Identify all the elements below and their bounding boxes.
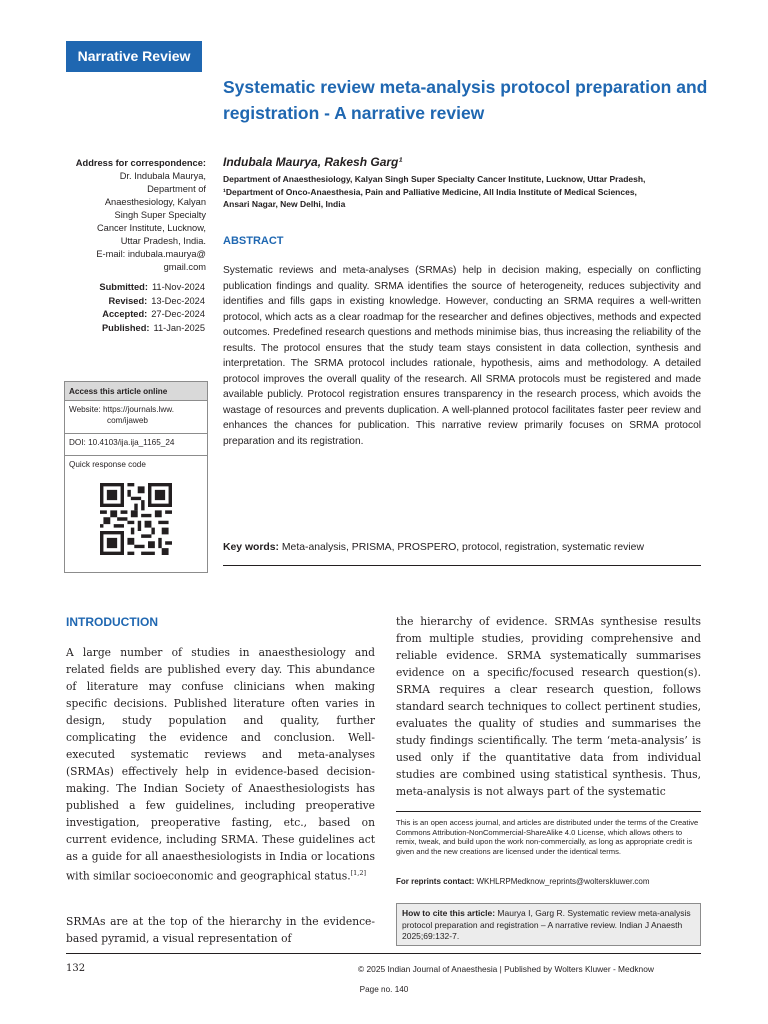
date-label: Revised: [108,295,148,306]
keywords [223,542,701,553]
website-label: Website: [69,405,101,414]
affiliation-line: ¹Department of Onco-Anaesthesia, Pain and Palliative Medicine, All India Institute of Medical Sciences, [223,186,637,197]
footnote-divider [396,811,701,812]
cite-box [396,903,701,946]
dates-block [66,281,205,335]
correspondence-line: Anaesthesiology, Kalyan [104,197,206,207]
access-heading: Access this article online [65,382,207,401]
correspondence-heading: Address for correspondence: [75,158,206,168]
reprints-label: For reprints contact: [396,877,475,886]
date-value: 13-Dec-2024 [151,295,205,306]
keywords-label: Key words: [223,542,280,553]
date-label: Accepted: [102,309,148,319]
website-link[interactable]: https://journals.lww. [102,405,174,414]
keywords-divider [223,565,701,566]
date-value: 11-Nov-2024 [151,282,205,292]
cite-text: Maurya I, Garg R. Systematic review meta-analysis protocol preparation and registration – A narrative review. Indian J Anaesth 2025;69:132-7. [402,908,691,941]
qr-label: Quick response code [69,460,146,469]
date-value: 11-Jan-2025 [153,322,205,333]
correspondence-line: Singh Super Specialty [114,210,206,220]
intro-paragraph-text: A large number of studies in anaesthesiology and related fields are published every day. This abundance of literature may confuse clinicians when making specific decisions. Published literature often varies in design, study population and quality, further complicating the evidence and conclusion. Well-executed systematic reviews and meta-analyses (SRMAs) effectively help in evidence-based decision-making. The Indian Society of Anaesthesiologists has published a few guidelines, including preoperative investigation, preoperative fasting, etc., based on current evidence, including SRMA. These guidelines act as a guide for all anaesthesiologists in India or locations with similar socioeconomic and geographical status. [66,646,375,883]
affiliation-line: Department of Anaesthesiology, Kalyan Singh Super Specialty Cancer Institute, Lucknow, Uttar Pradesh, [223,174,646,184]
correspondence-block [66,157,206,274]
correspondence-line: Uttar Pradesh, India. [120,236,206,246]
keywords-list: Meta-analysis, PRISMA, PROSPERO, protocol, registration, systematic review [281,542,644,553]
date-value: 27-Dec-2024 [151,309,205,319]
footer-copyright: © 2025 Indian Journal of Anaesthesia | Published by Wolters Kluwer - Medknow [358,964,654,974]
correspondence-email: E-mail: indubala.maurya@ [96,249,206,259]
correspondence-line: Dr. Indubala Maurya, [119,171,206,181]
date-row [66,281,205,295]
date-row [66,322,205,336]
cite-label: How to cite this article: [402,908,496,918]
page-number: 132 [66,963,86,974]
affiliation-line: Ansari Nagar, New Delhi, India [223,199,346,209]
website-cell [65,401,207,434]
date-row [66,295,205,309]
access-online-box [64,381,208,573]
intro-paragraph: SRMAs are at the top of the hierarchy in the evidence-based pyramid, a visual representation of [66,915,375,945]
correspondence-email: gmail.com [163,262,206,272]
reprints-email[interactable]: WKHLRPMedknow_reprints@wolterskluwer.com [476,877,650,886]
qr-code-icon [100,483,172,555]
open-access-note: This is an open access journal, and articles are distributed under the terms of the Creative Commons Attribution-NonCommercial-ShareAlike 4.0 License, which allows others to remix, tweak, and build upon the work non-commercially, as long as appropriate credit is given and the new creations are licensed under the identical terms. [396,818,699,856]
intro-paragraph: the hierarchy of evidence. SRMAs synthesise results from multiple studies, providing comprehensive and reliable evidence. SRMA systematically summarises evidence on a specific/focused research question(s). SRMA requires a clear research question, follows standard search techniques to collect pertinent studies, evaluates the quality of studies and summarises the study findings scientifically. The term ‘meta-analysis’ is used only if the quantitative data from individual studies are combined using statistical synthesis. Thus, meta-analysis is not always part of the systematic [396,615,701,798]
intro-paragraph [66,644,375,885]
date-label: Published: [101,322,150,333]
doi-cell: DOI: 10.4103/ija.ija_1165_24 [65,434,207,456]
abstract-text: Systematic reviews and meta-analyses (SRMAs) help in decision making, especially on conflicting publication findings and quality. SRMA identifies the source of heterogeneity, reduces subjectivity and identifies and fills gaps in existing knowledge. However, conducting an SRMA requires a well-written protocol, which acts as a clear roadmap for the researcher and defines objectives, methods and expected outcomes. Predefined research questions and methods minimise bias, thus increasing the reliability of the results. The protocol ensures that the study team stays consistent in data collection, synthesis and interpretation. The SRMA protocol includes rationale, hypothesis, aims and methodology. A detailed protocol improves the overall quality of the research. All SRMA protocols must be registered and made available publicly. Protocol registration ensures transparency in the research process, which avoids the wastage of resources and prevents duplication. A well-planned protocol facilitates faster peer review and enhances the chances for publication. This narrative review primarily focuses on SRMA protocol preparation and its registration. [223,265,701,447]
date-row [66,308,205,322]
page-no-label: Page no. 140 [359,985,409,994]
section-heading-introduction: INTRODUCTION [66,615,158,629]
website-link-cont[interactable]: com/ijaweb [107,416,148,425]
correspondence-line: Department of [147,184,206,194]
authors: Indubala Maurya, Rakesh Garg¹ [223,155,403,169]
date-label: Submitted: [99,282,148,292]
footer-divider [66,953,701,954]
article-type-badge: Narrative Review [66,41,202,72]
reprints-contact [396,877,701,886]
abstract-heading: ABSTRACT [223,235,284,247]
correspondence-line: Cancer Institute, Lucknow, [96,223,206,233]
article-title: Systematic review meta-analysis protocol preparation and registration - A narrative review [223,77,708,123]
affiliations [223,173,693,211]
citation-ref[interactable]: [1,2] [350,869,367,877]
